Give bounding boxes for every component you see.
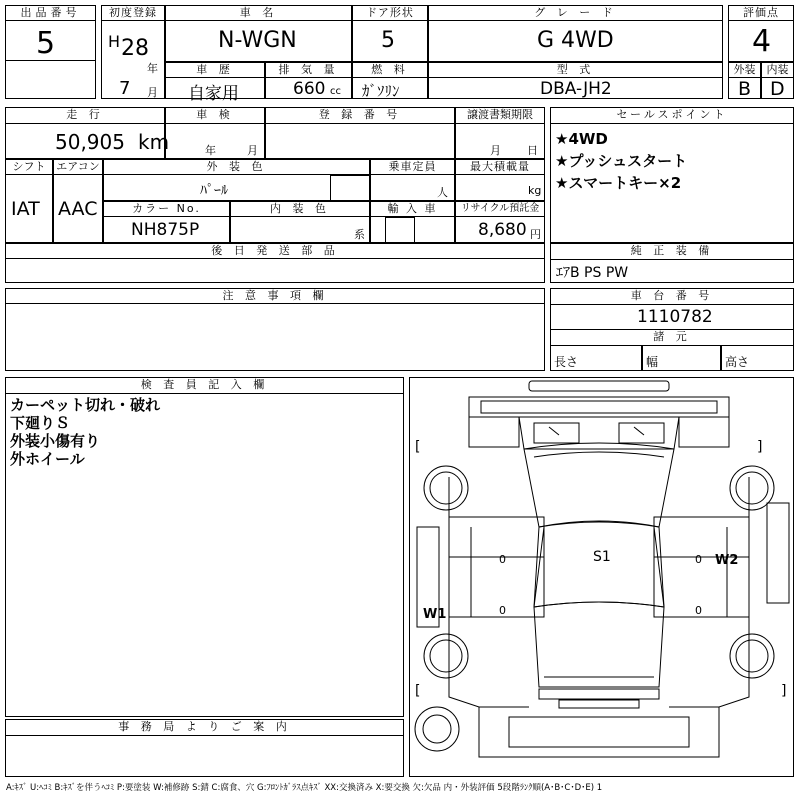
sales-point-1: ★4WD: [555, 130, 608, 148]
mileage-unit: km: [138, 130, 170, 154]
inspector-line-3: 外装小傷有り: [10, 432, 101, 450]
colorno-value: NH875P: [131, 220, 200, 240]
history-label: 車 歴: [165, 62, 265, 78]
equipment-label: 純 正 装 備: [550, 243, 794, 260]
car-diagram: [409, 377, 794, 777]
displacement-value: 660: [293, 79, 326, 99]
shift-value: IAT: [11, 198, 40, 220]
int-value: D: [770, 78, 785, 100]
ext-value: B: [738, 78, 752, 100]
model-value: DBA-JH2: [540, 79, 612, 99]
inspection-label: 車 検: [165, 107, 265, 124]
car-name-label: 車 名: [165, 5, 352, 21]
displacement-unit: cc: [330, 86, 341, 97]
grade-label: グ レ ー ド: [428, 5, 723, 21]
sales-point-3: ★スマートキー×2: [555, 174, 682, 192]
history-value: 自家用: [188, 84, 239, 104]
sales-point-2: ★プッシュスタート: [555, 152, 688, 170]
import-sub-cell: [385, 217, 415, 243]
inspector-line-4: 外ホイール: [10, 450, 85, 468]
mark-center: S1: [593, 549, 611, 565]
load-unit: kg: [528, 184, 542, 197]
reg-month-unit: 月: [147, 86, 158, 99]
int-label: 内装: [761, 62, 794, 78]
reg-year-unit: 年: [147, 62, 158, 75]
ext-label: 外装: [728, 62, 761, 78]
capacity-unit: 人: [437, 186, 448, 199]
first-reg-label: 初度登録: [101, 5, 165, 21]
equipment-value: ｴｱB PS PW: [556, 265, 629, 281]
capacity-label: 乗車定員: [370, 159, 455, 175]
recycle-label: リサイクル預託金: [455, 201, 545, 217]
recycle-unit: 円: [530, 228, 541, 241]
inspection-month-unit: 月: [247, 144, 258, 157]
chassis-value: 1110782: [637, 307, 713, 327]
color-value: ﾊﾟｰﾙ: [200, 183, 228, 199]
door-label: ドア形状: [352, 5, 428, 21]
inspector-label: 検 査 員 記 入 欄: [5, 377, 404, 394]
mark-zero-1: 0: [499, 553, 506, 566]
mark-left-rear: W1: [423, 607, 447, 622]
score-label: 評価点: [728, 5, 794, 21]
later-parts-label: 後 日 発 送 部 品: [5, 243, 545, 259]
chassis-label: 車 台 番 号: [550, 288, 794, 305]
lot-number-value: 5: [36, 26, 56, 61]
transfer-label: 譲渡書類期限: [455, 107, 545, 124]
bracket-right-bottom: ]: [781, 683, 787, 699]
mileage-value: 50,905: [55, 130, 125, 154]
grade-value: G 4WD: [537, 28, 614, 53]
reg-month: 7: [119, 78, 131, 99]
inspector-line-1: カーペット切れ・破れ: [10, 396, 161, 414]
import-label: 輸 入 車: [370, 201, 455, 217]
transfer-month-unit: 月: [490, 144, 501, 157]
lot-number-label: 出品番号: [5, 5, 96, 21]
reg-year: 28: [121, 36, 149, 61]
colorno-label: カラー No.: [103, 201, 230, 217]
fuel-label: 燃 料: [352, 62, 428, 78]
fuel-value: ｶﾞｿﾘﾝ: [362, 82, 400, 100]
inspection-year-unit: 年: [205, 144, 216, 157]
door-value: 5: [381, 28, 395, 53]
reg-era: H: [108, 32, 121, 51]
inspector-line-2: 下廻りＳ: [10, 414, 71, 432]
mark-zero-2: 0: [499, 604, 506, 617]
intcolor-label: 内 装 色: [230, 201, 370, 217]
displacement-label: 排 気 量: [265, 62, 352, 78]
sales-points-label: セールスポイント: [550, 107, 794, 124]
legend: A:ｷｽﾞ U:ﾍｺﾐ B:ｷｽﾞを伴うﾍｺﾐ P:要塗装 W:補修跡 S:錆 C:腐食、穴 G:ﾌﾛﾝﾄｶﾞﾗｽ点ｷｽﾞ XX:交換済み X:要交換 欠:欠品 内・外装評価 5段階ﾗﾝｸ順(A･B･C･D･E) 1: [6, 783, 603, 793]
dims-height-label: 高さ: [725, 355, 750, 369]
ac-label: エアコン: [53, 159, 103, 175]
mileage-label: 走 行: [5, 107, 165, 124]
shift-label: シフト: [5, 159, 53, 175]
transfer-day-unit: 日: [527, 144, 538, 157]
dims-width-label: 幅: [646, 355, 659, 369]
lot-divider: [5, 60, 96, 61]
score-value: 4: [752, 24, 772, 59]
mark-zero-4: 0: [695, 604, 702, 617]
intcolor-unit: 系: [354, 228, 365, 241]
dims-label: 諸 元: [550, 329, 794, 346]
bracket-left-bottom: [: [415, 683, 421, 699]
color-label: 外 装 色: [103, 159, 370, 175]
mark-right-door: W2: [715, 553, 739, 568]
color-sub-cell: [330, 175, 370, 201]
ac-value: AAC: [58, 198, 98, 220]
car-name-value: N-WGN: [218, 28, 297, 53]
bracket-right-top: ]: [757, 439, 763, 455]
dims-length-label: 長さ: [554, 355, 579, 369]
model-label: 型 式: [428, 62, 723, 78]
office-label: 事 務 局 よ り ご 案 内: [5, 719, 404, 736]
load-label: 最大積載量: [455, 159, 545, 175]
recycle-value: 8,680: [478, 220, 527, 240]
notes-label: 注 意 事 項 欄: [5, 288, 545, 304]
regno-label: 登 録 番 号: [265, 107, 455, 124]
mark-zero-3: 0: [695, 553, 702, 566]
bracket-left-top: [: [415, 439, 421, 455]
